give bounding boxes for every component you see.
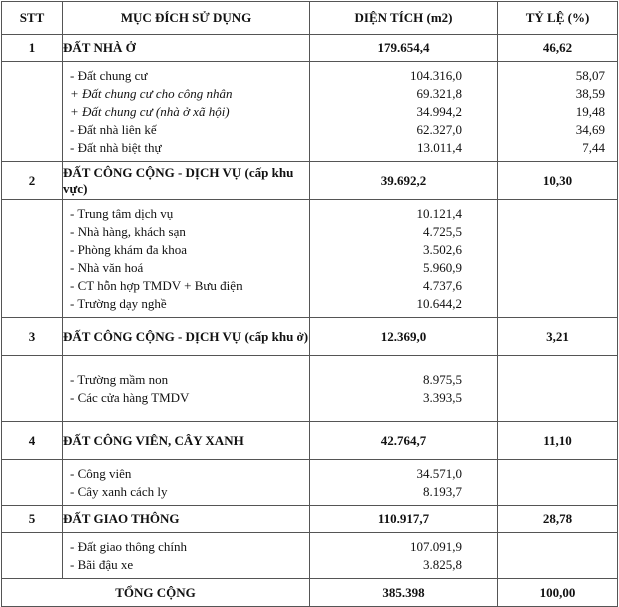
- empty-cell: [2, 62, 63, 162]
- item-areas: [310, 356, 498, 422]
- total-label: TỔNG CỘNG: [2, 579, 310, 607]
- item-name: - Đất nhà liên kế: [70, 122, 157, 137]
- group-title: ĐẤT CÔNG CỘNG - DỊCH VỤ (cấp khu vực): [63, 162, 310, 200]
- group-items-row: [2, 533, 618, 579]
- group-area: 179.654,4: [310, 35, 498, 62]
- group-ratio: 3,21: [498, 318, 618, 356]
- group-title: ĐẤT NHÀ Ở: [63, 35, 310, 62]
- item-ratio: 58,07: [575, 68, 605, 83]
- item-area: 3.502,6: [423, 242, 462, 257]
- item-area: 3.825,8: [423, 557, 462, 572]
- header-purpose: MỤC ĐÍCH SỬ DỤNG: [63, 2, 310, 35]
- group-row: [2, 422, 618, 460]
- group-area: 42.764,7: [310, 422, 498, 460]
- item-name: + Đất chung cư cho công nhân: [70, 86, 233, 101]
- group-stt: 3: [2, 318, 63, 356]
- item-area: 8.975,5: [423, 372, 462, 387]
- item-name: - CT hỗn hợp TMDV + Bưu điện: [70, 278, 243, 293]
- header-row: [2, 2, 618, 35]
- header-area: DIỆN TÍCH (m2): [310, 2, 498, 35]
- item-area: 13.011,4: [416, 140, 462, 155]
- item-area: 4.737,6: [423, 278, 462, 293]
- empty-cell: [2, 460, 63, 506]
- item-area: 34.994,2: [416, 104, 462, 119]
- empty-cell: [498, 533, 618, 579]
- item-ratio: 34,69: [575, 122, 605, 137]
- item-name: - Các cửa hàng TMDV: [70, 390, 190, 405]
- header-stt: STT: [2, 2, 63, 35]
- group-ratio: 28,78: [498, 506, 618, 533]
- item-name: - Cây xanh cách ly: [70, 484, 168, 499]
- total-area: 385.398: [310, 579, 498, 607]
- item-names: [63, 200, 310, 318]
- empty-cell: [498, 460, 618, 506]
- item-name: - Phòng khám đa khoa: [70, 242, 187, 257]
- group-ratio: 11,10: [498, 422, 618, 460]
- item-areas: [310, 533, 498, 579]
- group-items-row: [2, 460, 618, 506]
- item-names: [63, 533, 310, 579]
- item-area: 5.960,9: [423, 260, 462, 275]
- group-row: [2, 506, 618, 533]
- item-area: 104.316,0: [410, 68, 462, 83]
- item-ratios: [498, 62, 618, 162]
- group-row: [2, 162, 618, 200]
- item-area: 3.393,5: [423, 390, 462, 405]
- group-items-row: [2, 62, 618, 162]
- group-row: [2, 318, 618, 356]
- item-areas: [310, 460, 498, 506]
- group-ratio: 10,30: [498, 162, 618, 200]
- group-area: 12.369,0: [310, 318, 498, 356]
- item-areas: [310, 62, 498, 162]
- item-name: - Trung tâm dịch vụ: [70, 206, 174, 221]
- empty-cell: [2, 533, 63, 579]
- item-area: 62.327,0: [416, 122, 462, 137]
- item-area: 4.725,5: [423, 224, 462, 239]
- item-name: - Đất giao thông chính: [70, 539, 187, 554]
- item-area: 69.321,8: [416, 86, 462, 101]
- empty-cell: [2, 200, 63, 318]
- item-names: [63, 356, 310, 422]
- item-name: - Nhà hàng, khách sạn: [70, 224, 186, 239]
- total-ratio: 100,00: [498, 579, 618, 607]
- item-name: - Đất chung cư: [70, 68, 148, 83]
- group-area: 39.692,2: [310, 162, 498, 200]
- group-stt: 5: [2, 506, 63, 533]
- group-title: ĐẤT GIAO THÔNG: [63, 506, 310, 533]
- group-row: [2, 35, 618, 62]
- item-name: - Trường dạy nghề: [70, 296, 167, 311]
- item-area: 8.193,7: [423, 484, 462, 499]
- item-name: - Nhà văn hoá: [70, 260, 144, 275]
- item-name: + Đất chung cư (nhà ở xã hội): [70, 104, 230, 119]
- total-row: [2, 579, 618, 607]
- item-name: - Bãi đậu xe: [70, 557, 134, 572]
- item-areas: [310, 200, 498, 318]
- item-area: 107.091,9: [410, 539, 462, 554]
- item-area: 34.571,0: [416, 466, 462, 481]
- item-area: 10.121,4: [416, 206, 462, 221]
- item-names: [63, 62, 310, 162]
- group-items-row: [2, 200, 618, 318]
- item-name: - Công viên: [70, 466, 132, 481]
- group-ratio: 46,62: [498, 35, 618, 62]
- group-title: ĐẤT CÔNG CỘNG - DỊCH VỤ (cấp khu ở): [63, 318, 310, 356]
- header-ratio: TỶ LỆ (%): [498, 2, 618, 35]
- item-name: - Đất nhà biệt thự: [70, 140, 162, 155]
- empty-cell: [2, 356, 63, 422]
- group-title: ĐẤT CÔNG VIÊN, CÂY XANH: [63, 422, 310, 460]
- group-area: 110.917,7: [310, 506, 498, 533]
- item-area: 10.644,2: [416, 296, 462, 311]
- empty-cell: [498, 200, 618, 318]
- item-ratio: 38,59: [575, 86, 605, 101]
- land-use-table: [1, 1, 618, 607]
- item-name: - Trường mầm non: [70, 372, 169, 387]
- group-stt: 4: [2, 422, 63, 460]
- empty-cell: [498, 356, 618, 422]
- item-ratio: 19,48: [575, 104, 605, 119]
- group-items-row: [2, 356, 618, 422]
- group-stt: 2: [2, 162, 63, 200]
- item-names: [63, 460, 310, 506]
- group-stt: 1: [2, 35, 63, 62]
- item-ratio: 7,44: [582, 140, 605, 155]
